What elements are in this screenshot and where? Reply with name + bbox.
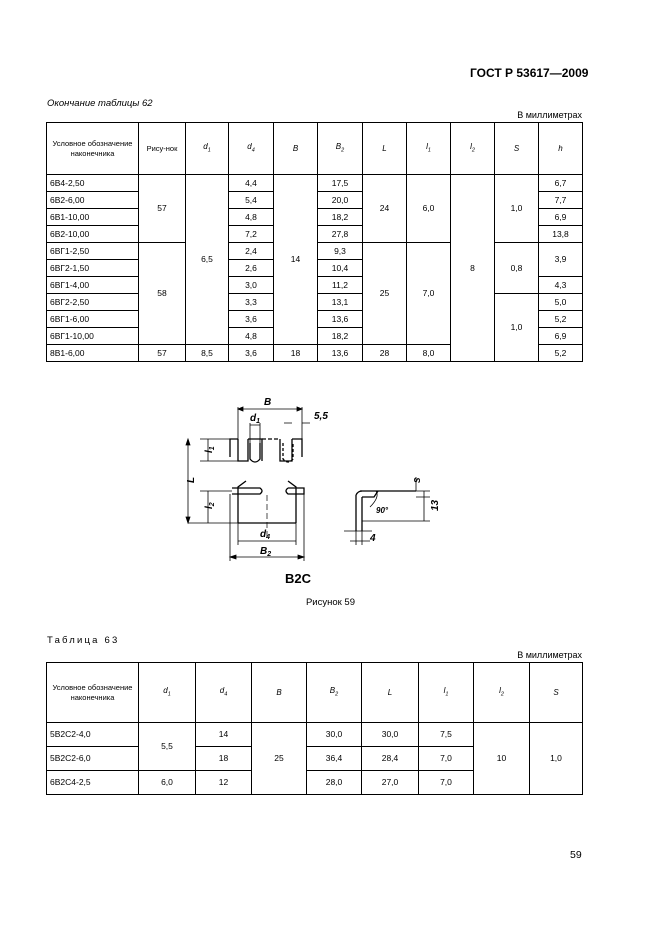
side-labels xyxy=(369,477,441,544)
header-cell: $B_2$ xyxy=(318,123,363,175)
cell: 5,5 xyxy=(139,723,196,771)
cell: 9,3 xyxy=(318,243,363,260)
header-cell: L xyxy=(363,123,407,175)
cell: 10,4 xyxy=(318,260,363,277)
cell: 7,7 xyxy=(539,192,583,209)
label-l1: $l_1$ xyxy=(204,446,216,453)
cell: 5,0 xyxy=(539,294,583,311)
label-b2: $B_2$ xyxy=(260,546,272,558)
header-cell: S xyxy=(530,663,583,723)
cell: 57 xyxy=(139,345,186,362)
cell: 30,0 xyxy=(362,723,419,747)
page-number: 59 xyxy=(570,849,582,861)
cell: 57 xyxy=(139,175,186,243)
header-cell: $d_4$ xyxy=(196,663,252,723)
cell: 13,1 xyxy=(318,294,363,311)
cell: 7,5 xyxy=(419,723,474,747)
cell: 4,8 xyxy=(229,328,274,345)
label-l2: $l_2$ xyxy=(204,502,216,509)
units-note: В миллиметрах xyxy=(517,110,582,120)
table-63 xyxy=(46,662,583,795)
cell: 8,5 xyxy=(186,345,229,362)
cell: 18,2 xyxy=(318,209,363,226)
cell: 17,5 xyxy=(318,175,363,192)
header-cell: $B_2$ xyxy=(307,663,362,723)
cell: 6ВГ1-6,00 xyxy=(47,311,139,328)
header-cell: $d_1$ xyxy=(186,123,229,175)
table-header-row xyxy=(47,663,583,723)
cell: 10 xyxy=(474,723,530,795)
cell: 4,4 xyxy=(229,175,274,192)
label-4: 4 xyxy=(370,533,376,544)
cell: 6,9 xyxy=(539,209,583,226)
cell: 6В4-2,50 xyxy=(47,175,139,192)
terminal-type-label: В2С xyxy=(284,571,312,586)
cell: 25 xyxy=(363,243,407,345)
label-angle: 90° xyxy=(376,506,389,515)
cell: 28,0 xyxy=(307,771,362,795)
cell: 7,2 xyxy=(229,226,274,243)
cell: 6ВГ2-1,50 xyxy=(47,260,139,277)
cell: 58 xyxy=(139,243,186,345)
cell: 8В1-6,00 xyxy=(47,345,139,362)
figure-59-drawing xyxy=(180,395,470,587)
table-continuation-caption: Окончание таблицы 62 xyxy=(47,98,153,109)
cell: 1,0 xyxy=(495,175,539,243)
cell: 7,0 xyxy=(419,771,474,795)
header-cell: Условное обозначение наконечника xyxy=(47,663,139,723)
cell: 14 xyxy=(196,723,252,747)
header-cell: B xyxy=(274,123,318,175)
label-5-5: 5,5 xyxy=(314,411,328,422)
table-row xyxy=(47,723,583,747)
cell: 6В1-10,00 xyxy=(47,209,139,226)
cell: 8 xyxy=(451,175,495,362)
cell: 6ВГ1-2,50 xyxy=(47,243,139,260)
header-cell: $l_1$ xyxy=(419,663,474,723)
header-cell: $d_4$ xyxy=(229,123,274,175)
cell: 3,3 xyxy=(229,294,274,311)
units-note: В миллиметрах xyxy=(517,650,582,660)
header-cell: Условное обозначение наконечника xyxy=(47,123,139,175)
header-cell: $d_1$ xyxy=(139,663,196,723)
terminal-outline xyxy=(230,439,304,540)
cell: 6ВГ1-10,00 xyxy=(47,328,139,345)
cell: 20,0 xyxy=(318,192,363,209)
label-13: 13 xyxy=(430,499,441,511)
cell: 28,4 xyxy=(362,747,419,771)
cell: 6В2-6,00 xyxy=(47,192,139,209)
header-cell: B xyxy=(252,663,307,723)
header-cell: L xyxy=(362,663,419,723)
cell: 5,4 xyxy=(229,192,274,209)
cell: 13,6 xyxy=(318,345,363,362)
cell: 25 xyxy=(252,723,307,795)
cell: 36,4 xyxy=(307,747,362,771)
cell: 27,8 xyxy=(318,226,363,243)
cell: 3,6 xyxy=(229,311,274,328)
cell: 6,0 xyxy=(407,175,451,243)
header-cell: Рису-нок xyxy=(139,123,186,175)
cell: 7,0 xyxy=(419,747,474,771)
cell: 4,3 xyxy=(539,277,583,294)
cell: 6В2-10,00 xyxy=(47,226,139,243)
cell: 3,9 xyxy=(539,243,583,277)
header-cell: $l_2$ xyxy=(474,663,530,723)
label-l: L xyxy=(186,476,197,483)
cell: 6,7 xyxy=(539,175,583,192)
cell: 14 xyxy=(274,175,318,345)
table-header-row xyxy=(47,123,583,175)
table-62 xyxy=(46,122,583,362)
cell: 18 xyxy=(196,747,252,771)
cell: 5,2 xyxy=(539,345,583,362)
cell: 8,0 xyxy=(407,345,451,362)
cell: 6ВГ1-4,00 xyxy=(47,277,139,294)
cell: 6ВГ2-2,50 xyxy=(47,294,139,311)
cell: 6,5 xyxy=(186,175,229,345)
table-row xyxy=(47,175,583,192)
cell: 6,9 xyxy=(539,328,583,345)
header-cell: $l_1$ xyxy=(407,123,451,175)
label-s: S xyxy=(413,477,422,483)
header-cell: $l_2$ xyxy=(451,123,495,175)
cell: 3,6 xyxy=(229,345,274,362)
cell: 4,8 xyxy=(229,209,274,226)
cell: 30,0 xyxy=(307,723,362,747)
label-d1: $d_1$ xyxy=(250,413,261,425)
cell: 24 xyxy=(363,175,407,243)
cell: 1,0 xyxy=(495,294,539,362)
cell: 12 xyxy=(196,771,252,795)
header-cell: h xyxy=(539,123,583,175)
cell: 6В2С4-2,5 xyxy=(47,771,139,795)
cell: 13,8 xyxy=(539,226,583,243)
standard-designation: ГОСТ Р 53617—2009 xyxy=(470,66,589,80)
cell: 18 xyxy=(274,345,318,362)
cell: 28 xyxy=(363,345,407,362)
cell: 0,8 xyxy=(495,243,539,294)
cell: 5В2С2-4,0 xyxy=(47,723,139,747)
cell: 5В2С2-6,0 xyxy=(47,747,139,771)
cell: 6,0 xyxy=(139,771,196,795)
cell: 2,6 xyxy=(229,260,274,277)
cell: 1,0 xyxy=(530,723,583,795)
cell: 2,4 xyxy=(229,243,274,260)
cell: 3,0 xyxy=(229,277,274,294)
cell: 5,2 xyxy=(539,311,583,328)
figure-caption: Рисунок 59 xyxy=(305,597,356,608)
cell: 7,0 xyxy=(407,243,451,345)
header-cell: S xyxy=(495,123,539,175)
cell: 18,2 xyxy=(318,328,363,345)
table-63-caption: Таблица 63 xyxy=(47,635,120,646)
cell: 11,2 xyxy=(318,277,363,294)
label-d4: $d_4$ xyxy=(260,529,271,541)
dimension-labels xyxy=(186,397,328,558)
cell: 13,6 xyxy=(318,311,363,328)
cell: 27,0 xyxy=(362,771,419,795)
label-b: B xyxy=(264,397,272,408)
